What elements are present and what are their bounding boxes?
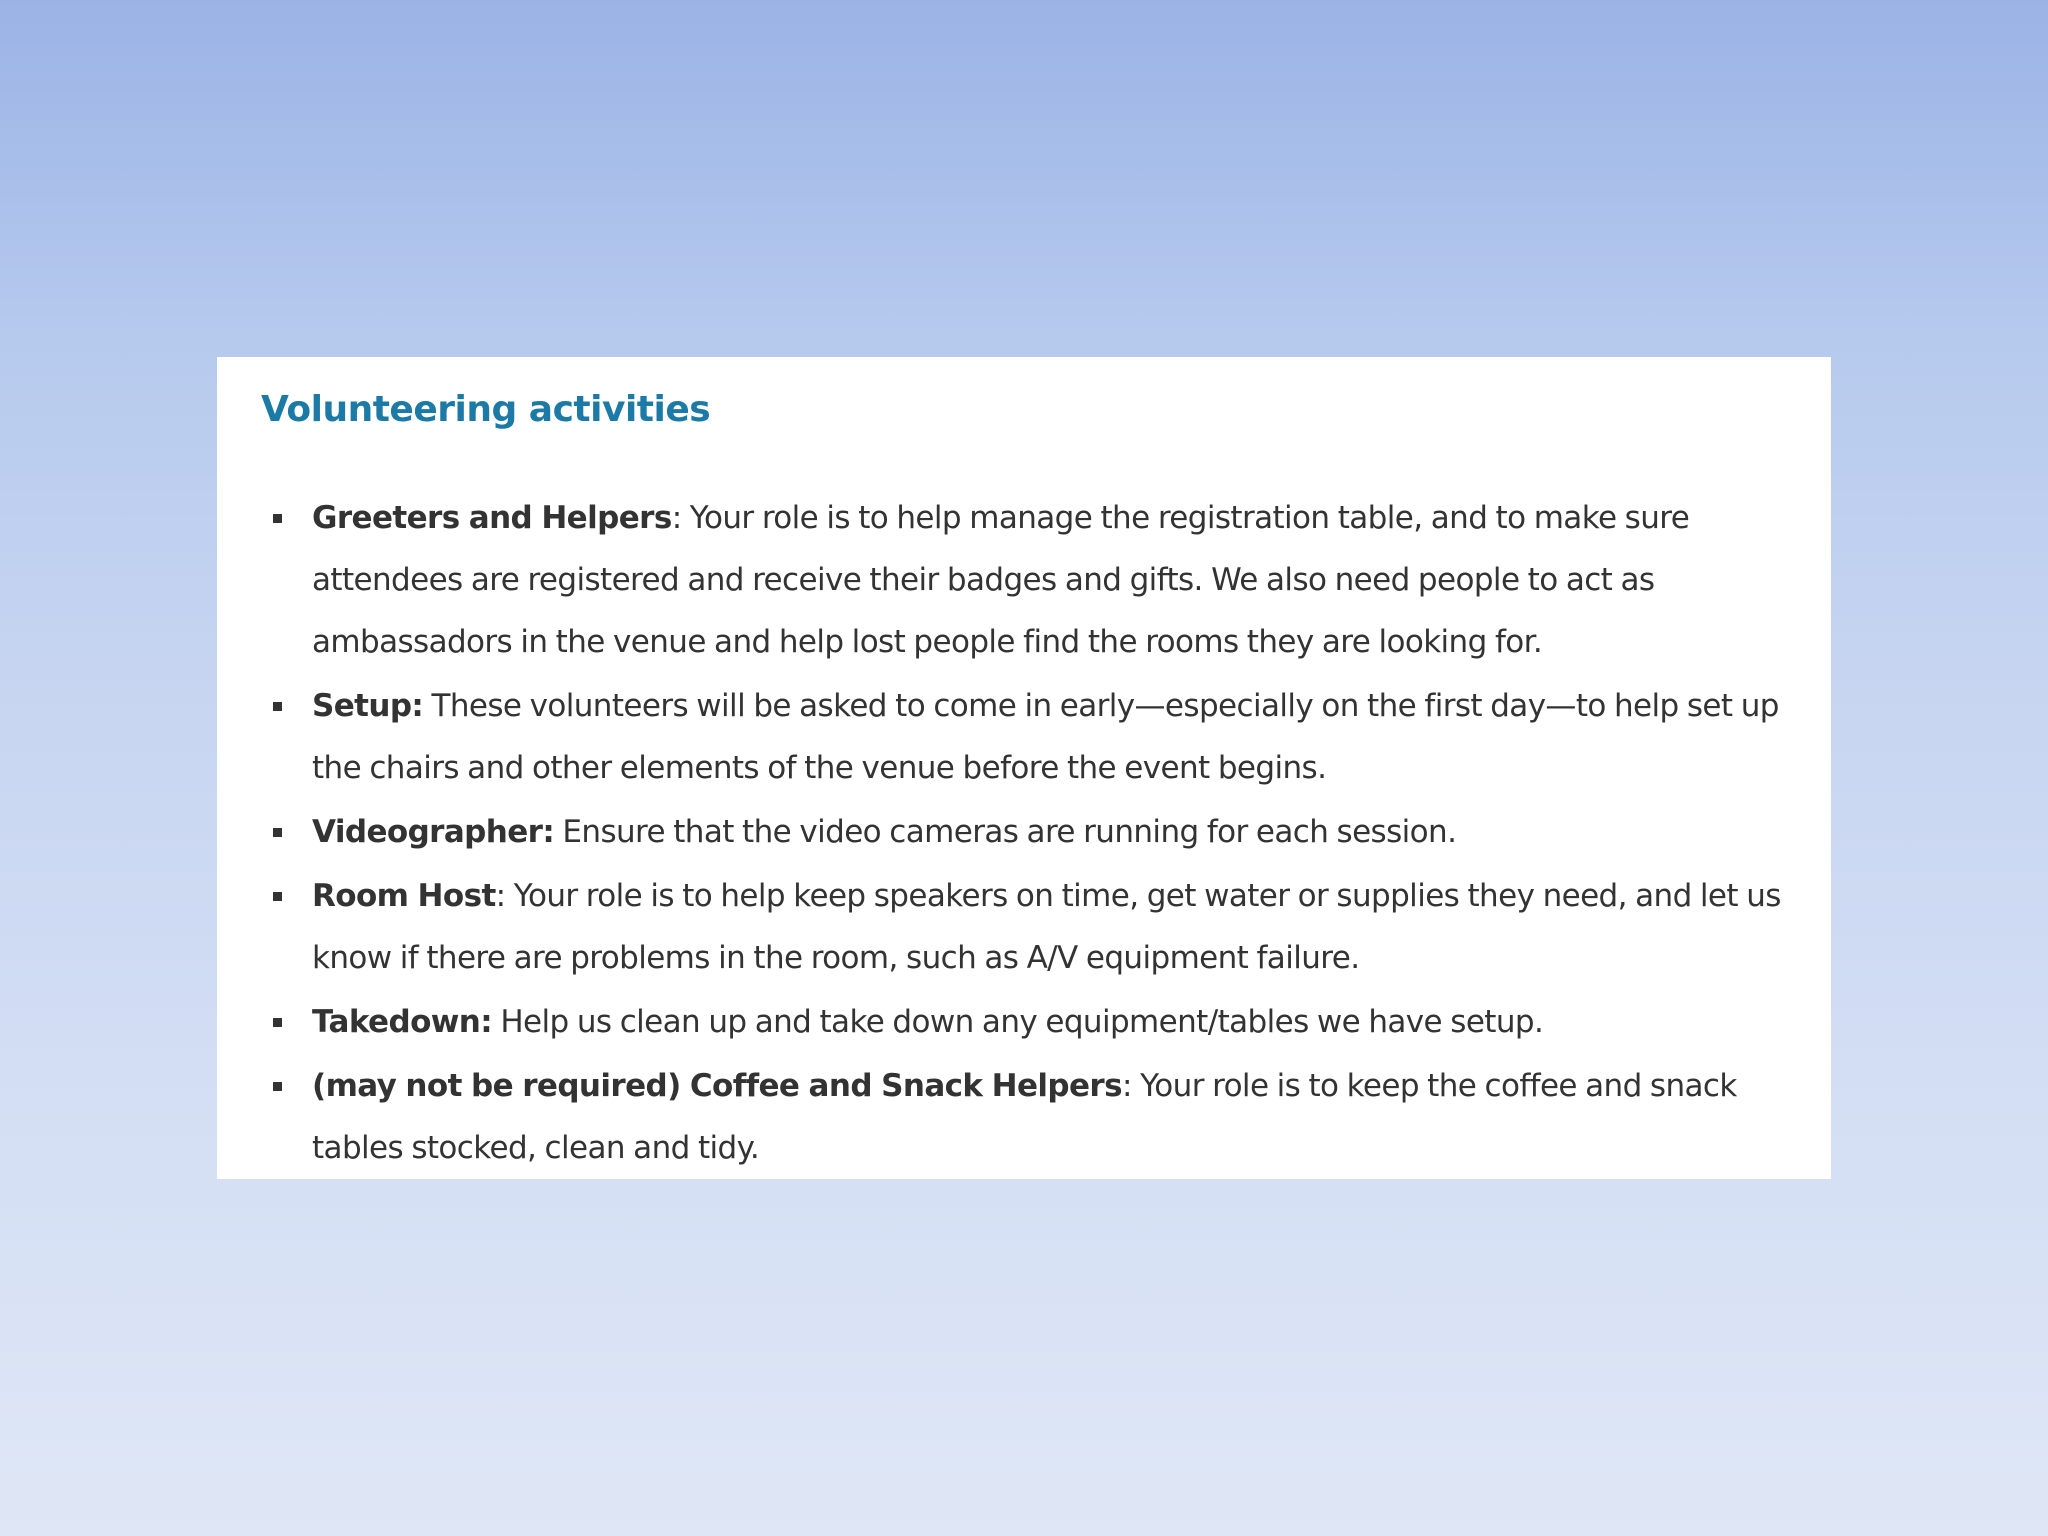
square-bullet-icon (273, 702, 282, 711)
list-item-greeters-and-helpers (261, 487, 1787, 673)
activity-term: Greeters and Helpers (312, 500, 672, 536)
activity-description: : Your role is to keep the coffee and snack tables stocked, clean and tidy. (312, 1068, 1737, 1166)
activity-term: (may not be required) Coffee and Snack Helpers (312, 1068, 1122, 1104)
square-bullet-icon (273, 828, 282, 837)
list-item-videographer (261, 801, 1787, 863)
activity-term: Videographer: (312, 814, 555, 850)
square-bullet-icon (273, 1082, 282, 1091)
list-item-coffee-and-snack-helpers (261, 1055, 1787, 1179)
list-item-takedown (261, 991, 1787, 1053)
activities-list (261, 487, 1787, 1179)
section-heading: Volunteering activities (261, 389, 711, 430)
list-item-setup (261, 675, 1787, 799)
square-bullet-icon (273, 1018, 282, 1027)
activity-description: These volunteers will be asked to come in early—especially on the first day—to help set up the chairs and other elements of the venue before the event begins. (312, 688, 1779, 786)
activity-description: : Your role is to help keep speakers on time, get water or supplies they need, and let us know if there are problems in the room, such as A/V equipment failure. (312, 878, 1781, 976)
list-item-room-host (261, 865, 1787, 989)
activity-description: : Your role is to help manage the registration table, and to make sure attendees are registered and receive their badges and gifts. We also need people to act as ambassadors in the venue and help lost people find the rooms they are looking for. (312, 500, 1690, 660)
square-bullet-icon (273, 892, 282, 901)
activity-term: Room Host (312, 878, 496, 914)
activity-description: Ensure that the video cameras are running for each session. (554, 814, 1457, 850)
activity-description: Help us clean up and take down any equipment/tables we have setup. (492, 1004, 1544, 1040)
activity-term: Setup: (312, 688, 424, 724)
content-card (217, 357, 1831, 1179)
square-bullet-icon (273, 514, 282, 523)
activity-term: Takedown: (312, 1004, 493, 1040)
